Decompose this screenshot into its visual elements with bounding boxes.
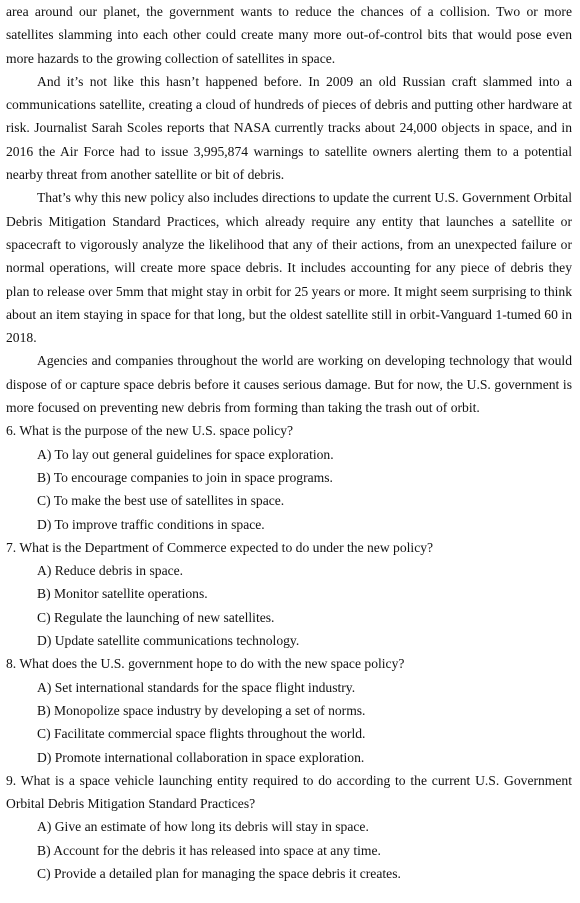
option-a: A) Give an estimate of how long its debris will stay in space. xyxy=(37,819,369,835)
option-b: B) Monitor satellite operations. xyxy=(37,586,208,602)
option-d: D) To improve traffic conditions in space. xyxy=(37,516,265,532)
question-8 xyxy=(6,652,572,768)
passage-paragraph-2: And it’s not like this hasn’t happened before. In 2009 an old Russian craft slammed into a communications satellite, creating a cloud of hundreds of pieces of debris and putting other hardware at risk. Journalist Sarah Scoles reports that NASA currently tracks about 24,000 objects in space, and in 2016 the Air Force had to issue 3,995,874 warnings to satellite owners alerting them to a potential nearby threat from another satellite or bit of debris. xyxy=(6,73,572,183)
question-text: 9. What is a space vehicle launching entity required to do according to the current U.S. Government Orbital Debris Mitigation Standard Practices? xyxy=(6,772,572,812)
question-6 xyxy=(6,419,572,535)
passage-paragraph-4: Agencies and companies throughout the world are working on developing technology that would dispose of or capture space debris before it causes serious damage. But for now, the U.S. government is more focused on preventing new debris from forming than taking the trash out of orbit. xyxy=(6,353,572,416)
passage-paragraph-3: That’s why this new policy also includes directions to update the current U.S. Government Orbital Debris Mitigation Standard Practices, which already require any entity that launches a satellite or spacecraft to vigorously analyze the likelihood that any of their actions, from an unexpected failure or normal operations, will create more space debris. It includes accounting for any piece of debris they plan to release over 5mm that might stay in orbit for 25 years or more. It might seem surprising to think about an item staying in space for that long, but the oldest satellite still in orbit-Vanguard 1-tumed 60 in 2018. xyxy=(6,190,572,346)
option-list xyxy=(6,815,572,885)
option-b: B) To encourage companies to join in space programs. xyxy=(37,469,333,485)
option-c: C) Regulate the launching of new satellites. xyxy=(37,609,275,625)
option-d: D) Promote international collaboration in space exploration. xyxy=(37,749,365,765)
option-a: A) Set international standards for the space flight industry. xyxy=(37,679,356,695)
option-c: C) Provide a detailed plan for managing the space debris it creates. xyxy=(37,865,401,881)
option-c: C) Facilitate commercial space flights throughout the world. xyxy=(37,726,366,742)
document-page xyxy=(6,0,572,885)
option-d: D) Update satellite communications technology. xyxy=(37,633,300,649)
question-text: 6. What is the purpose of the new U.S. space policy? xyxy=(6,423,294,439)
option-list xyxy=(6,676,572,769)
option-c: C) To make the best use of satellites in space. xyxy=(37,493,285,509)
question-text: 8. What does the U.S. government hope to do with the new space policy? xyxy=(6,656,405,672)
passage-paragraph-1: area around our planet, the government wants to reduce the chances of a collision. Two or more satellites slamming into each other could create many more out-of-control bits that would pose even more hazards to the growing collection of satellites in space. xyxy=(6,4,572,66)
passage xyxy=(6,0,572,419)
option-a: A) To lay out general guidelines for space exploration. xyxy=(37,446,334,462)
option-list xyxy=(6,443,572,536)
question-9 xyxy=(6,769,572,885)
option-list xyxy=(6,559,572,652)
option-b: B) Monopolize space industry by developing a set of norms. xyxy=(37,702,366,718)
option-b: B) Account for the debris it has released into space at any time. xyxy=(37,842,381,858)
question-text: 7. What is the Department of Commerce expected to do under the new policy? xyxy=(6,539,434,555)
option-a: A) Reduce debris in space. xyxy=(37,563,184,579)
question-7 xyxy=(6,536,572,652)
